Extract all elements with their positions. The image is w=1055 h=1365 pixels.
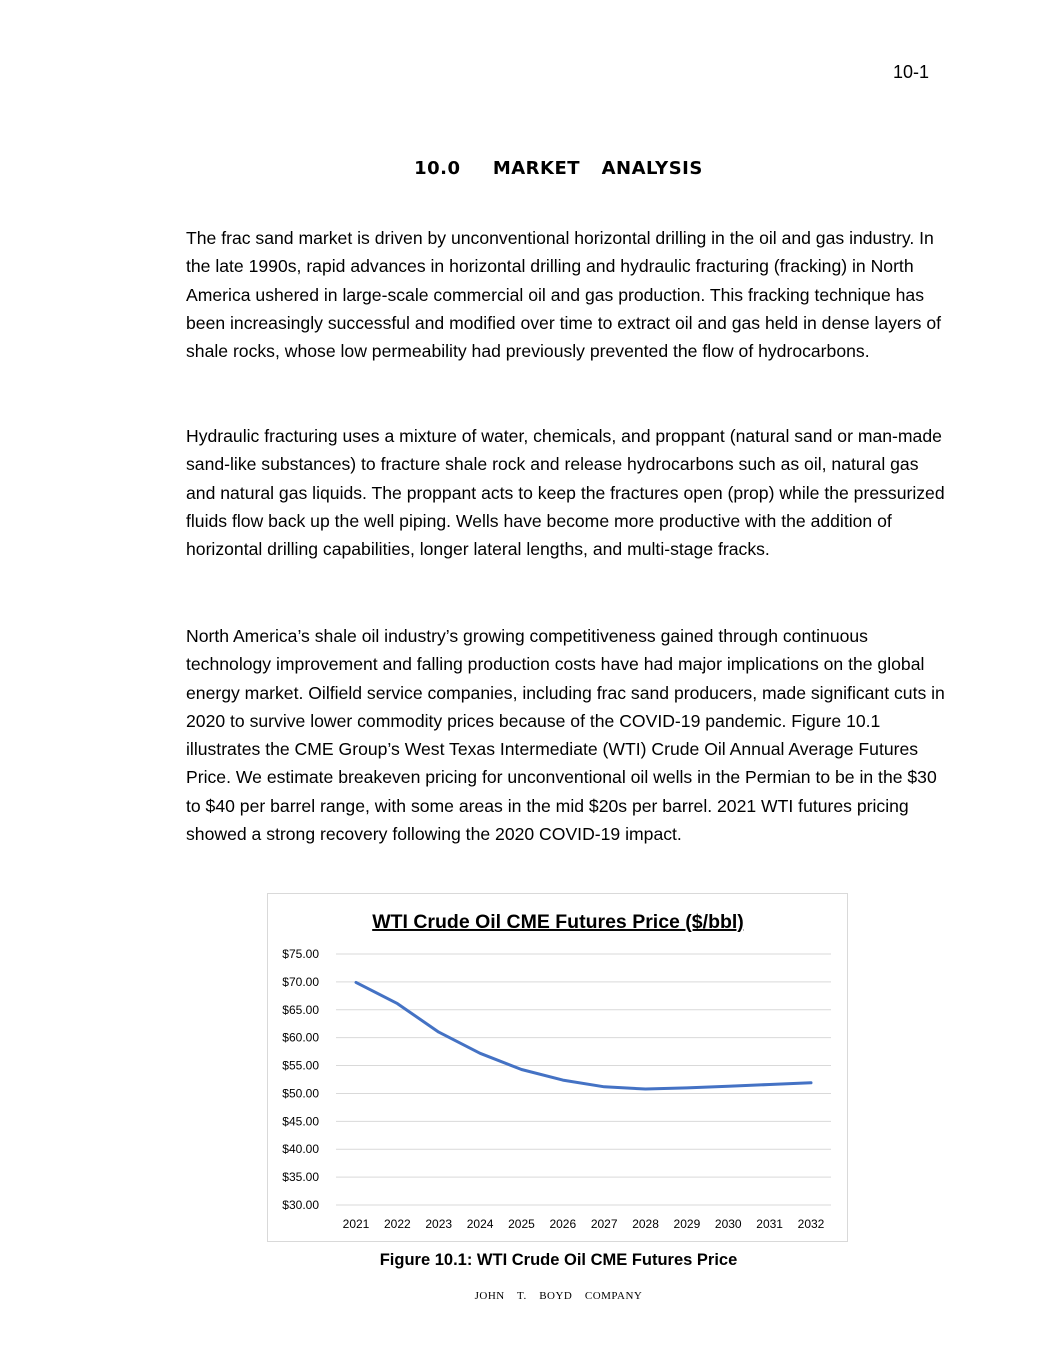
x-tick-label: 2031	[756, 1217, 783, 1231]
paragraph-hydraulic-fracturing: Hydraulic fracturing uses a mixture of water, chemicals, and proppant (natural sand or man-made sand-like substances) to fracture shale rock and release hydrocarbons such as oil, natural gas and natural gas liquids. The proppant acts to keep the fractures open (prop) while the pressurized fluids flow back up the well piping. Wells have become more productive with the addition of horizontal drilling capabilities, longer lateral lengths, and multi-stage fracks.	[186, 426, 945, 560]
y-tick-label: $45.00	[282, 1114, 319, 1129]
y-tick-label: $60.00	[282, 1030, 319, 1045]
x-tick-label: 2030	[714, 1217, 742, 1231]
y-tick-label: $35.00	[282, 1170, 319, 1185]
x-tick-label: 2024	[466, 1217, 494, 1231]
figure-caption: Figure 10.1: WTI Crude Oil CME Futures Price	[379, 1251, 738, 1269]
chart-canvas	[268, 894, 849, 1243]
paragraph-shale-oil-industry: North America’s shale oil industry’s growing competitiveness gained through continuous technology improvement and falling production costs have had major implications on the global energy market. Oilfield service companies, including frac sand producers, made significant cuts in 2020 to survive lower commodity prices because of the COVID-19 pandemic. Figure 10.1 illustrates the CME Group’s West Texas Intermediate (WTI) Crude Oil Annual Average Futures Price. We estimate breakeven pricing for unconventional oil wells in the Permian to be in the $30 to $40 per barrel range, with some areas in the mid $20s per barrel. 2021 WTI futures pricing showed a strong recovery following the 2020 COVID-19 impact.	[186, 626, 945, 845]
y-tick-label: $30.00	[282, 1198, 319, 1212]
paragraph-frac-sand-market: The frac sand market is driven by unconventional horizontal drilling in the oil and gas industry. In the late 1990s, rapid advances in horizontal drilling and hydraulic fracturing (fracking) in North America ushered in large-scale commercial oil and gas production. This fracking technique has been increasingly successful and modified over time to extract oil and gas held in dense layers of shale rocks, whose low permeability had previously prevented the flow of hydrocarbons.	[186, 228, 941, 362]
x-tick-label: 2032	[797, 1217, 825, 1231]
x-tick-label: 2021	[342, 1217, 370, 1231]
x-tick-label: 2028	[632, 1217, 659, 1231]
wti-futures-chart	[267, 893, 848, 1242]
section-heading: 10.0 MARKET ANALYSIS	[414, 158, 703, 179]
page-number: 10-1	[893, 62, 930, 82]
y-tick-label: $55.00	[282, 1058, 319, 1073]
y-tick-label: $75.00	[282, 947, 319, 961]
x-tick-label: 2029	[673, 1217, 701, 1231]
chart-title: WTI Crude Oil CME Futures Price ($/bbl)	[372, 911, 744, 933]
x-tick-label: 2023	[425, 1217, 453, 1231]
y-tick-label: $70.00	[282, 974, 319, 989]
company-footer: JOHN T. BOYD COMPANY	[474, 1290, 643, 1302]
series-line	[356, 982, 811, 1089]
chart-gridlines	[336, 954, 831, 1205]
x-axis-tick-labels	[343, 1217, 825, 1231]
x-tick-label: 2025	[508, 1217, 535, 1231]
y-tick-label: $40.00	[282, 1142, 319, 1157]
x-tick-label: 2027	[590, 1217, 618, 1231]
x-tick-label: 2026	[549, 1217, 577, 1231]
x-tick-label: 2022	[384, 1217, 411, 1231]
y-tick-label: $65.00	[282, 1002, 319, 1017]
y-tick-label: $50.00	[282, 1086, 319, 1101]
chart-series	[356, 982, 811, 1089]
y-axis-tick-labels	[282, 947, 319, 1212]
